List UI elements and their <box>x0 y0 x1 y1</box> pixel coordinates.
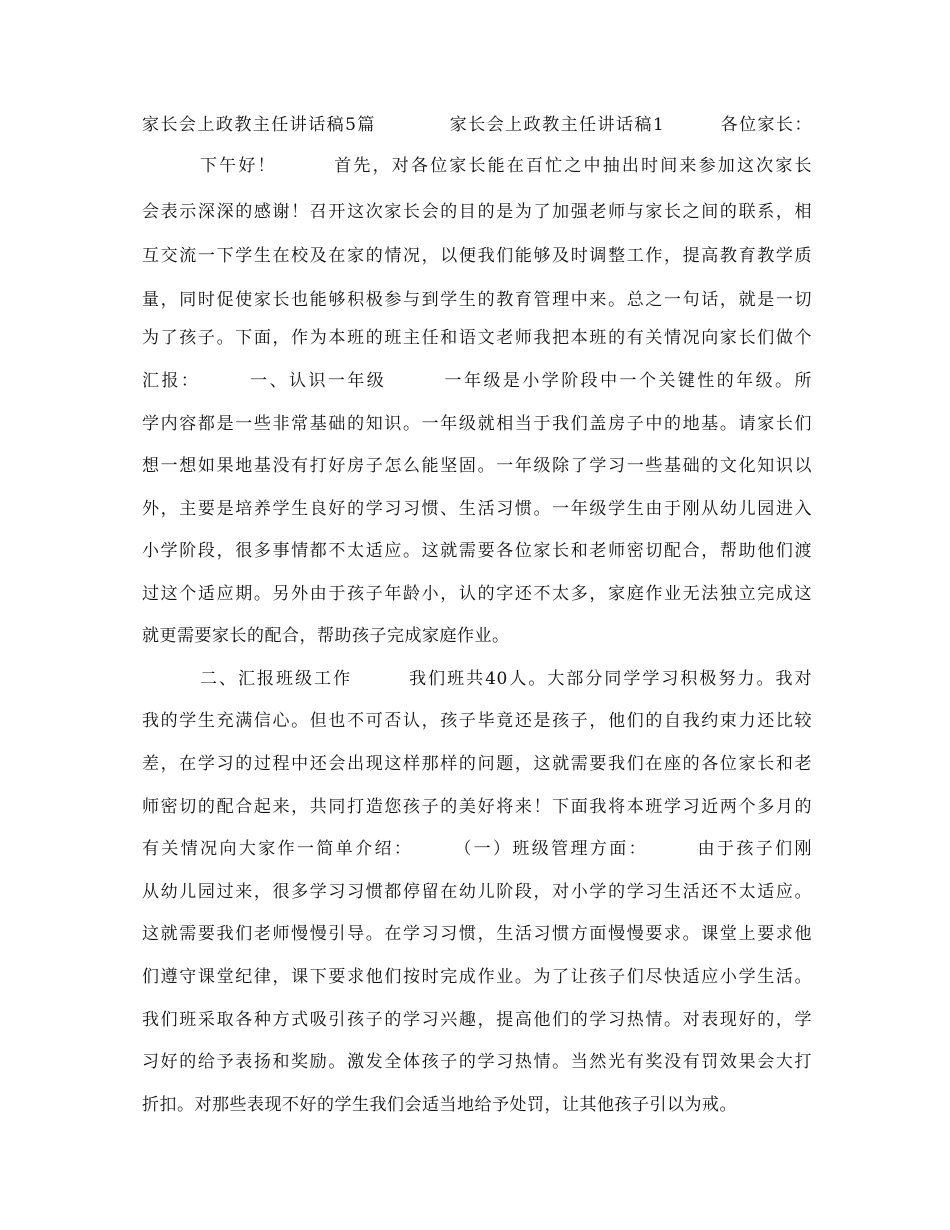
text-line: 我们班采取各种方式吸引孩子的学习兴趣，提高他们的学习热情。对表现好的，学 <box>142 1010 812 1030</box>
text-line: 为了孩子。下面，作为本班的班主任和语文老师我把本班的有关情况向家长们做个 <box>142 328 812 348</box>
text-line: 二、汇报班级工作 我们班共40人。大部分同学学习积极努力。我对 <box>200 669 812 689</box>
text-line: 会表示深深的感谢！召开这次家长会的目的是为了加强老师与家长之间的联系，相 <box>142 202 812 222</box>
text-line: 就更需要家长的配合，帮助孩子完成家庭作业。 <box>142 626 510 646</box>
text-line: 量，同时促使家长也能够积极参与到学生的教育管理中来。总之一句话，就是一切 <box>142 290 812 310</box>
text-line: 汇报： 一、认识一年级 一年级是小学阶段中一个关键性的年级。所 <box>142 371 812 391</box>
text-line: 小学阶段，很多事情都不太适应。这就需要各位家长和老师密切配合，帮助他们渡 <box>142 541 812 561</box>
text-line: 学内容都是一些非常基础的知识。一年级就相当于我们盖房子中的地基。请家长们 <box>142 414 812 434</box>
text-line: 外，主要是培养学生良好的学习习惯、生活习惯。一年级学生由于刚从幼儿园进入 <box>142 499 812 519</box>
text-line: 从幼儿园过来，很多学习习惯都停留在幼儿阶段，对小学的学习生活还不太适应。 <box>142 882 812 902</box>
text-line: 过这个适应期。另外由于孩子年龄小，认的字还不太多，家庭作业无法独立完成这 <box>142 584 812 604</box>
text-line: 互交流一下学生在校及在家的情况，以便我们能够及时调整工作，提高教育教学质 <box>142 246 812 266</box>
text-line: 折扣。对那些表现不好的学生我们会适当地给予处罚，让其他孩子引以为戒。 <box>142 1095 737 1115</box>
text-line: 有关情况向大家作一简单介绍： （一）班级管理方面： 由于孩子们刚 <box>142 839 812 859</box>
text-line: 差，在学习的过程中还会出现这样那样的问题，这就需要我们在座的各位家长和老 <box>142 754 812 774</box>
text-line: 家长会上政教主任讲话稿5篇 家长会上政教主任讲话稿1 各位家长： <box>142 115 812 135</box>
text-line: 我的学生充满信心。但也不可否认，孩子毕竟还是孩子，他们的自我约束力还比较 <box>142 711 812 731</box>
text-line: 想一想如果地基没有打好房子怎么能坚固。一年级除了学习一些基础的文化知识以 <box>142 456 812 476</box>
text-line: 这就需要我们老师慢慢引导。在学习习惯，生活习惯方面慢慢要求。课堂上要求他 <box>142 924 812 944</box>
text-line: 习好的给予表扬和奖励。激发全体孩子的学习热情。当然光有奖没有罚效果会大打 <box>142 1052 812 1072</box>
text-line: 们遵守课堂纪律，课下要求他们按时完成作业。为了让孩子们尽快适应小学生活。 <box>142 967 812 987</box>
text-line: 师密切的配合起来，共同打造您孩子的美好将来！下面我将本班学习近两个多月的 <box>142 797 812 817</box>
text-line: 下午好！ 首先，对各位家长能在百忙之中抽出时间来参加这次家长 <box>200 156 812 176</box>
